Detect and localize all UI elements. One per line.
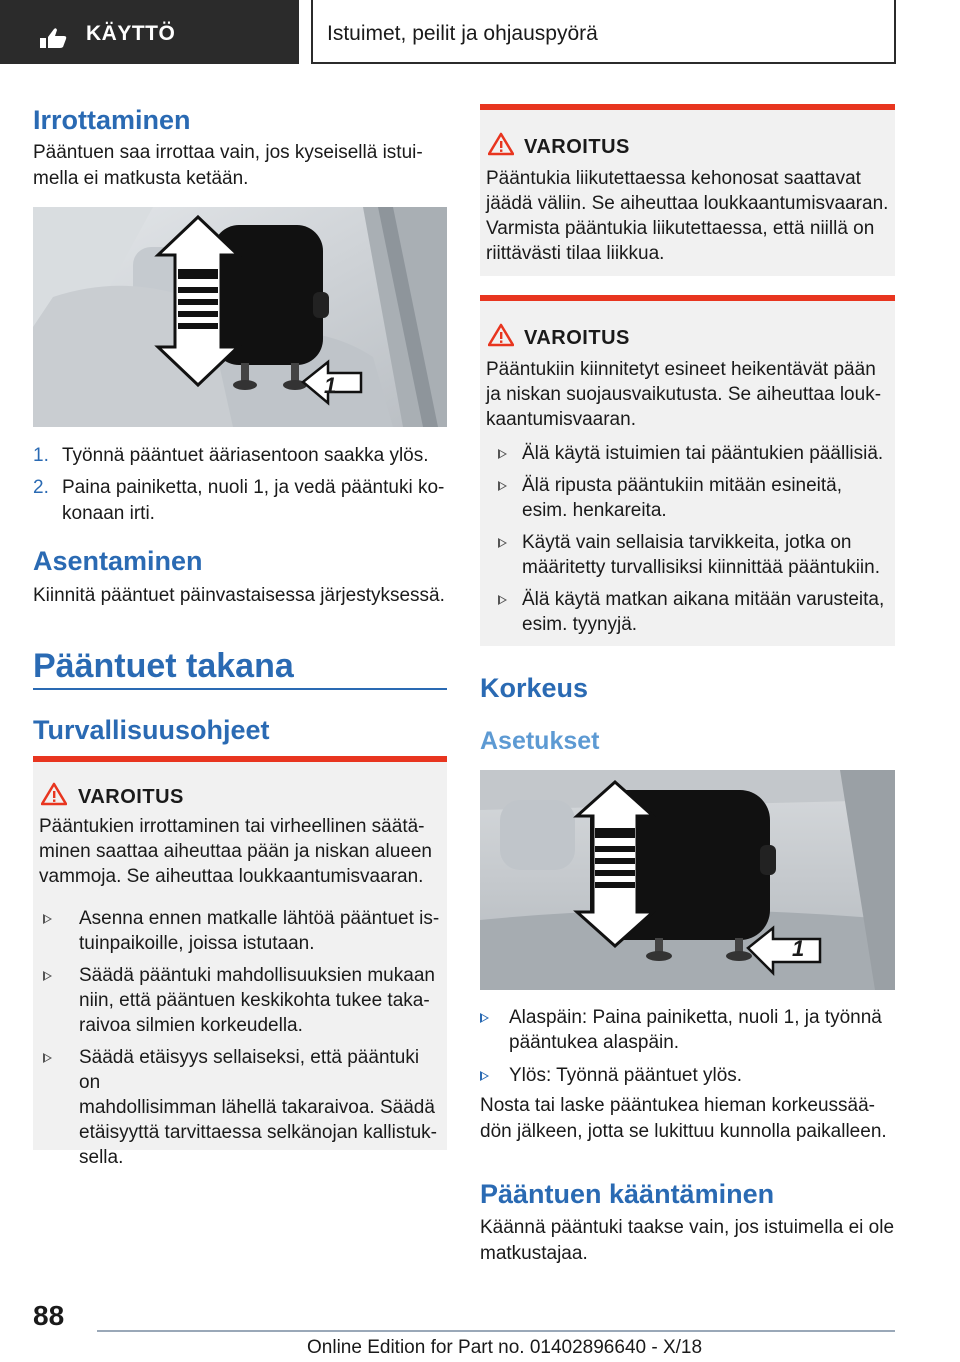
removal-intro: Pääntuen saa irrottaa vain, jos kyseisellä istui- mella ei matkusta ketään. <box>33 142 423 189</box>
chapter-header <box>311 0 896 64</box>
bullet-triangle-icon <box>498 538 507 548</box>
title-rule <box>33 688 447 690</box>
section-tab[interactable] <box>0 0 299 64</box>
warning-triangle-icon <box>488 323 514 347</box>
removal-heading: Irrottaminen <box>33 105 191 135</box>
tilt-heading: Pääntuen kääntäminen <box>480 1179 775 1209</box>
chapter-title: Istuimet, peilit ja ohjauspyörä <box>327 22 598 45</box>
install-text: Kiinnitä pääntuet päinvastaisessa järjestyksessä. <box>33 585 445 606</box>
warning-title: VAROITUS <box>524 136 630 158</box>
warning-box-left: VAROITUS Pääntukien irrottaminen tai virheellinen säätä- minen saattaa aiheuttaa pään ja niskan alueen vammoja. Se aiheuttaa loukkaantumisvaaran. Asenna ennen matkalle lähtöä pääntuet is- tuinpaikoille, joissa istutaan. Säädä pääntuki mahdollisuuksien mukaan niin, että pääntuen keskikohta tukee taka- raivoa silmien korkeudella. Säädä etäisyys sellaiseksi, että pääntuki on mahdollisimman lähellä takaraivoa. Säädä etäisyyttä tarvittaessa selkänojan kallistuk- sella. <box>33 756 447 1150</box>
height-after-text: Nosta tai laske pääntukea hieman korkeussää- dön jälkeen, jotta se lukittuu kunnolla paikalleen. <box>480 1095 887 1142</box>
warning-text: Pääntukiin kiinnitetyt esineet heikentävät pään ja niskan suojausvaikutusta. Se aiheuttaa louk- kaantumisvaaran. <box>486 359 882 430</box>
warning-box-right-2: VAROITUS Pääntukiin kiinnitetyt esineet heikentävät pään ja niskan suojausvaikutusta. Se aiheuttaa louk- kaantumisvaaran. Älä käytä istuimien tai pääntukien päällisiä. Älä ripusta pääntukiin mitään esineitä, esim. henkareita. Käytä vain sellaisia tarvikkeita, jotka on määritetty turvallisiksi kiinnittää pääntukiin. Älä käytä matkan aikana mitään varusteita, esim. tyynyjä. <box>480 295 895 646</box>
warning-title: VAROITUS <box>524 327 630 349</box>
bullet-triangle-icon <box>480 1013 489 1023</box>
list-item: 1. Työnnä pääntuet ääriasentoon saakka ylös. <box>33 445 429 466</box>
warning-box-right-1 <box>480 104 895 276</box>
warning-text: Pääntukia liikutettaessa kehonosat saattavat jäädä väliin. Se aiheuttaa loukkaantumisvaaran. Varmista pääntukia liikutettaessa, että niillä on riittävästi tilaa liikkua. <box>486 168 889 264</box>
settings-subheading: Asetukset <box>480 727 600 755</box>
bullet-triangle-icon <box>498 595 507 605</box>
headrest-removal-photo <box>33 207 447 427</box>
list-item: 2. Paina painiketta, nuoli 1, ja vedä pääntuki ko- konaan irti. <box>33 477 445 524</box>
callout-1-label: 1 <box>792 936 805 961</box>
warning-title: VAROITUS <box>78 786 184 808</box>
warning-triangle-icon <box>41 782 67 806</box>
warning-text: Pääntukien irrottaminen tai virheellinen säätä- minen saattaa aiheuttaa pään ja niskan alueen vammoja. Se aiheuttaa loukkaantumisvaaran. <box>39 816 432 887</box>
warning-triangle-icon <box>488 132 514 156</box>
tilt-text: Käännä pääntuki taakse vain, jos istuimella ei ole matkustajaa. <box>480 1217 895 1264</box>
height-heading: Korkeus <box>480 673 589 703</box>
headrest-height-photo <box>480 770 895 990</box>
section-tab-label: KÄYTTÖ <box>86 22 176 45</box>
rear-headrests-title: Pääntuet takana <box>33 647 294 685</box>
bullet-triangle-icon <box>498 481 507 491</box>
bullet-triangle-icon <box>480 1071 489 1081</box>
hand-pointer-icon <box>38 26 68 50</box>
bullet-triangle-icon <box>43 914 52 924</box>
bullet-triangle-icon <box>498 449 507 459</box>
bullet-triangle-icon <box>43 1053 52 1063</box>
safety-title: Turvallisuusohjeet <box>33 715 270 745</box>
callout-1-label: 1 <box>324 373 337 398</box>
footer-rule <box>97 1330 895 1332</box>
edition-footer: Online Edition for Part no. 01402896640 - X/18 <box>307 1337 703 1358</box>
bullet-triangle-icon <box>43 971 52 981</box>
removal-steps <box>33 443 447 533</box>
install-heading: Asentaminen <box>33 546 203 576</box>
page-number: 88 <box>33 1300 65 1331</box>
